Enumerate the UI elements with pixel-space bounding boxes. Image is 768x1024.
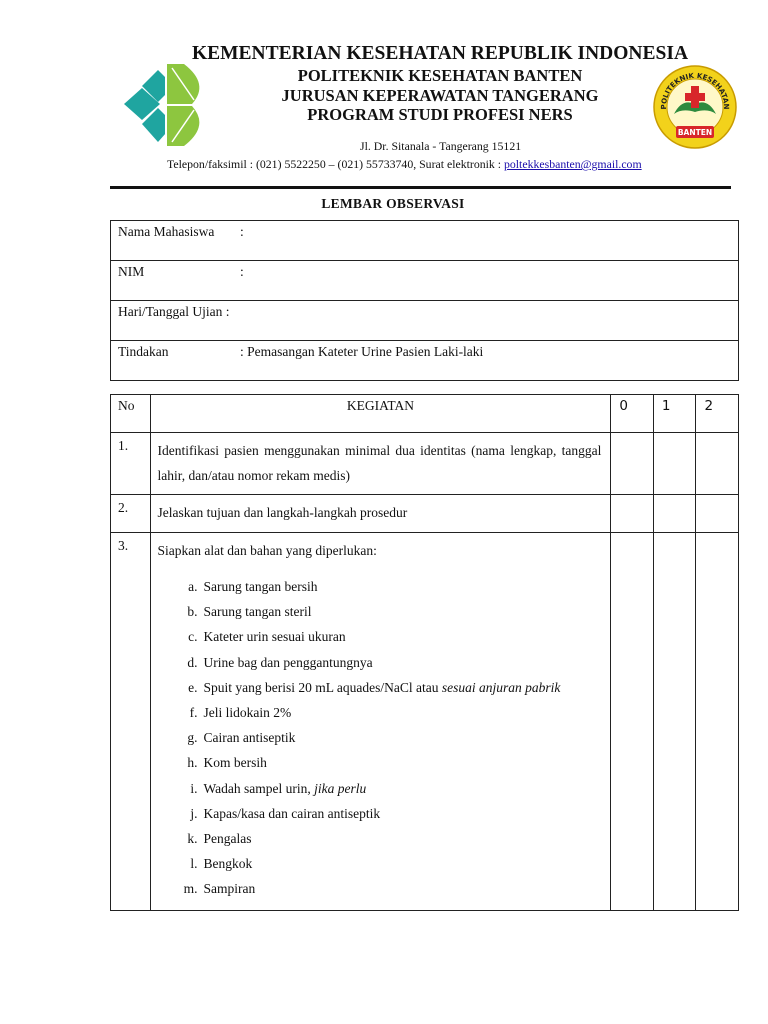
field-separator: : (225, 304, 230, 319)
field-cell[interactable] (111, 261, 739, 301)
score-cell-0[interactable] (611, 495, 654, 533)
address-line: Jl. Dr. Sitanala - Tangerang 15121 (360, 139, 522, 153)
field-label-name: Nama Mahasiswa (118, 224, 215, 239)
list-item: b. Sarung tangan steril (187, 604, 312, 620)
table-row (111, 495, 739, 533)
activity-text: Siapkan alat dan bahan yang diperlukan: (157, 543, 377, 558)
list-item: l. Bengkok (190, 856, 253, 872)
header-score-0: 0 (611, 395, 654, 433)
field-label-nim: NIM (118, 264, 145, 279)
activity-text: Identifikasi pasien menggunakan minimal dua identitas (nama lengkap, tanggal lahir, dan/atau nomor rekam medis) (157, 443, 602, 483)
list-item: i. Wadah sampel urin, jika perlu (190, 780, 367, 796)
field-separator: : (240, 264, 244, 279)
header-kegiatan: KEGIATAN (150, 395, 611, 433)
table-row (111, 533, 739, 911)
list-item: g. Cairan antiseptik (187, 730, 296, 746)
row-activity (150, 495, 611, 533)
form-title: LEMBAR OBSERVASI (321, 196, 465, 211)
score-cell-2[interactable] (696, 433, 739, 495)
list-item: e. Spuit yang berisi 20 mL aquades/NaCl atau sesuai anjuran pabrik (188, 679, 561, 695)
field-row-date (111, 301, 739, 341)
equipment-list (152, 574, 610, 902)
field-label-action: Tindakan (118, 344, 169, 359)
header-score-1: 1 (653, 395, 696, 433)
table-header-row (111, 395, 739, 433)
program-name: PROGRAM STUDI PROFESI NERS (307, 105, 573, 124)
field-row-name (111, 221, 739, 261)
score-cell-1[interactable] (653, 433, 696, 495)
header-score-2: 2 (696, 395, 739, 433)
institution-name: POLITEKNIK KESEHATAN BANTEN (297, 66, 583, 85)
email-link[interactable]: poltekkesbanten@gmail.com (503, 157, 642, 171)
score-cell-2[interactable] (696, 495, 739, 533)
row-number: 2. (111, 495, 151, 533)
list-item: j. Kapas/kasa dan cairan antiseptik (190, 805, 381, 821)
field-cell[interactable] (111, 341, 739, 381)
list-item: h. Kom bersih (187, 755, 267, 771)
list-item: k. Pengalas (187, 831, 252, 847)
row-activity (150, 433, 611, 495)
table-row (111, 433, 739, 495)
row-number: 1. (111, 433, 151, 495)
list-item: c. Kateter urin sesuai ukuran (188, 629, 346, 645)
field-separator: : (240, 224, 244, 239)
row-number: 3. (111, 533, 151, 911)
field-row-action (111, 341, 739, 381)
score-cell-1[interactable] (653, 495, 696, 533)
field-value-action: Pemasangan Kateter Urine Pasien Laki-laki (247, 344, 484, 359)
institution-seal (652, 64, 738, 150)
list-item: d. Urine bag dan penggantungnya (187, 654, 373, 670)
score-cell-0[interactable] (611, 533, 654, 911)
list-item: a. Sarung tangan bersih (188, 579, 318, 594)
activity-text: Jelaskan tujuan dan langkah-langkah prosedur (157, 505, 408, 520)
list-item: m. Sampiran (183, 881, 256, 897)
student-info-table (110, 220, 739, 381)
department-name: JURUSAN KEPERAWATAN TANGERANG (281, 86, 599, 105)
header-no: No (111, 395, 151, 433)
field-cell[interactable] (111, 221, 739, 261)
field-separator: : (240, 344, 244, 359)
list-item: f. Jeli lidokain 2% (189, 705, 292, 721)
field-cell[interactable] (111, 301, 739, 341)
field-row-nim (111, 261, 739, 301)
contact-line (167, 157, 642, 172)
score-cell-2[interactable] (696, 533, 739, 911)
svg-text:BANTEN: BANTEN (677, 128, 713, 137)
score-cell-0[interactable] (611, 433, 654, 495)
contact-text: Telepon/faksimil : (021) 5522250 – (021) 55733740, Surat elektronik : (167, 157, 504, 171)
ministry-name: KEMENTERIAN KESEHATAN REPUBLIK INDONESIA (191, 43, 689, 64)
score-cell-1[interactable] (653, 533, 696, 911)
row-activity (150, 533, 611, 911)
svg-text:POLITEKNIK KESEHATAN: POLITEKNIK KESEHATAN (659, 71, 731, 110)
field-label-date: Hari/Tanggal Ujian (118, 304, 223, 319)
header-divider (110, 186, 731, 189)
observation-table (110, 394, 739, 911)
